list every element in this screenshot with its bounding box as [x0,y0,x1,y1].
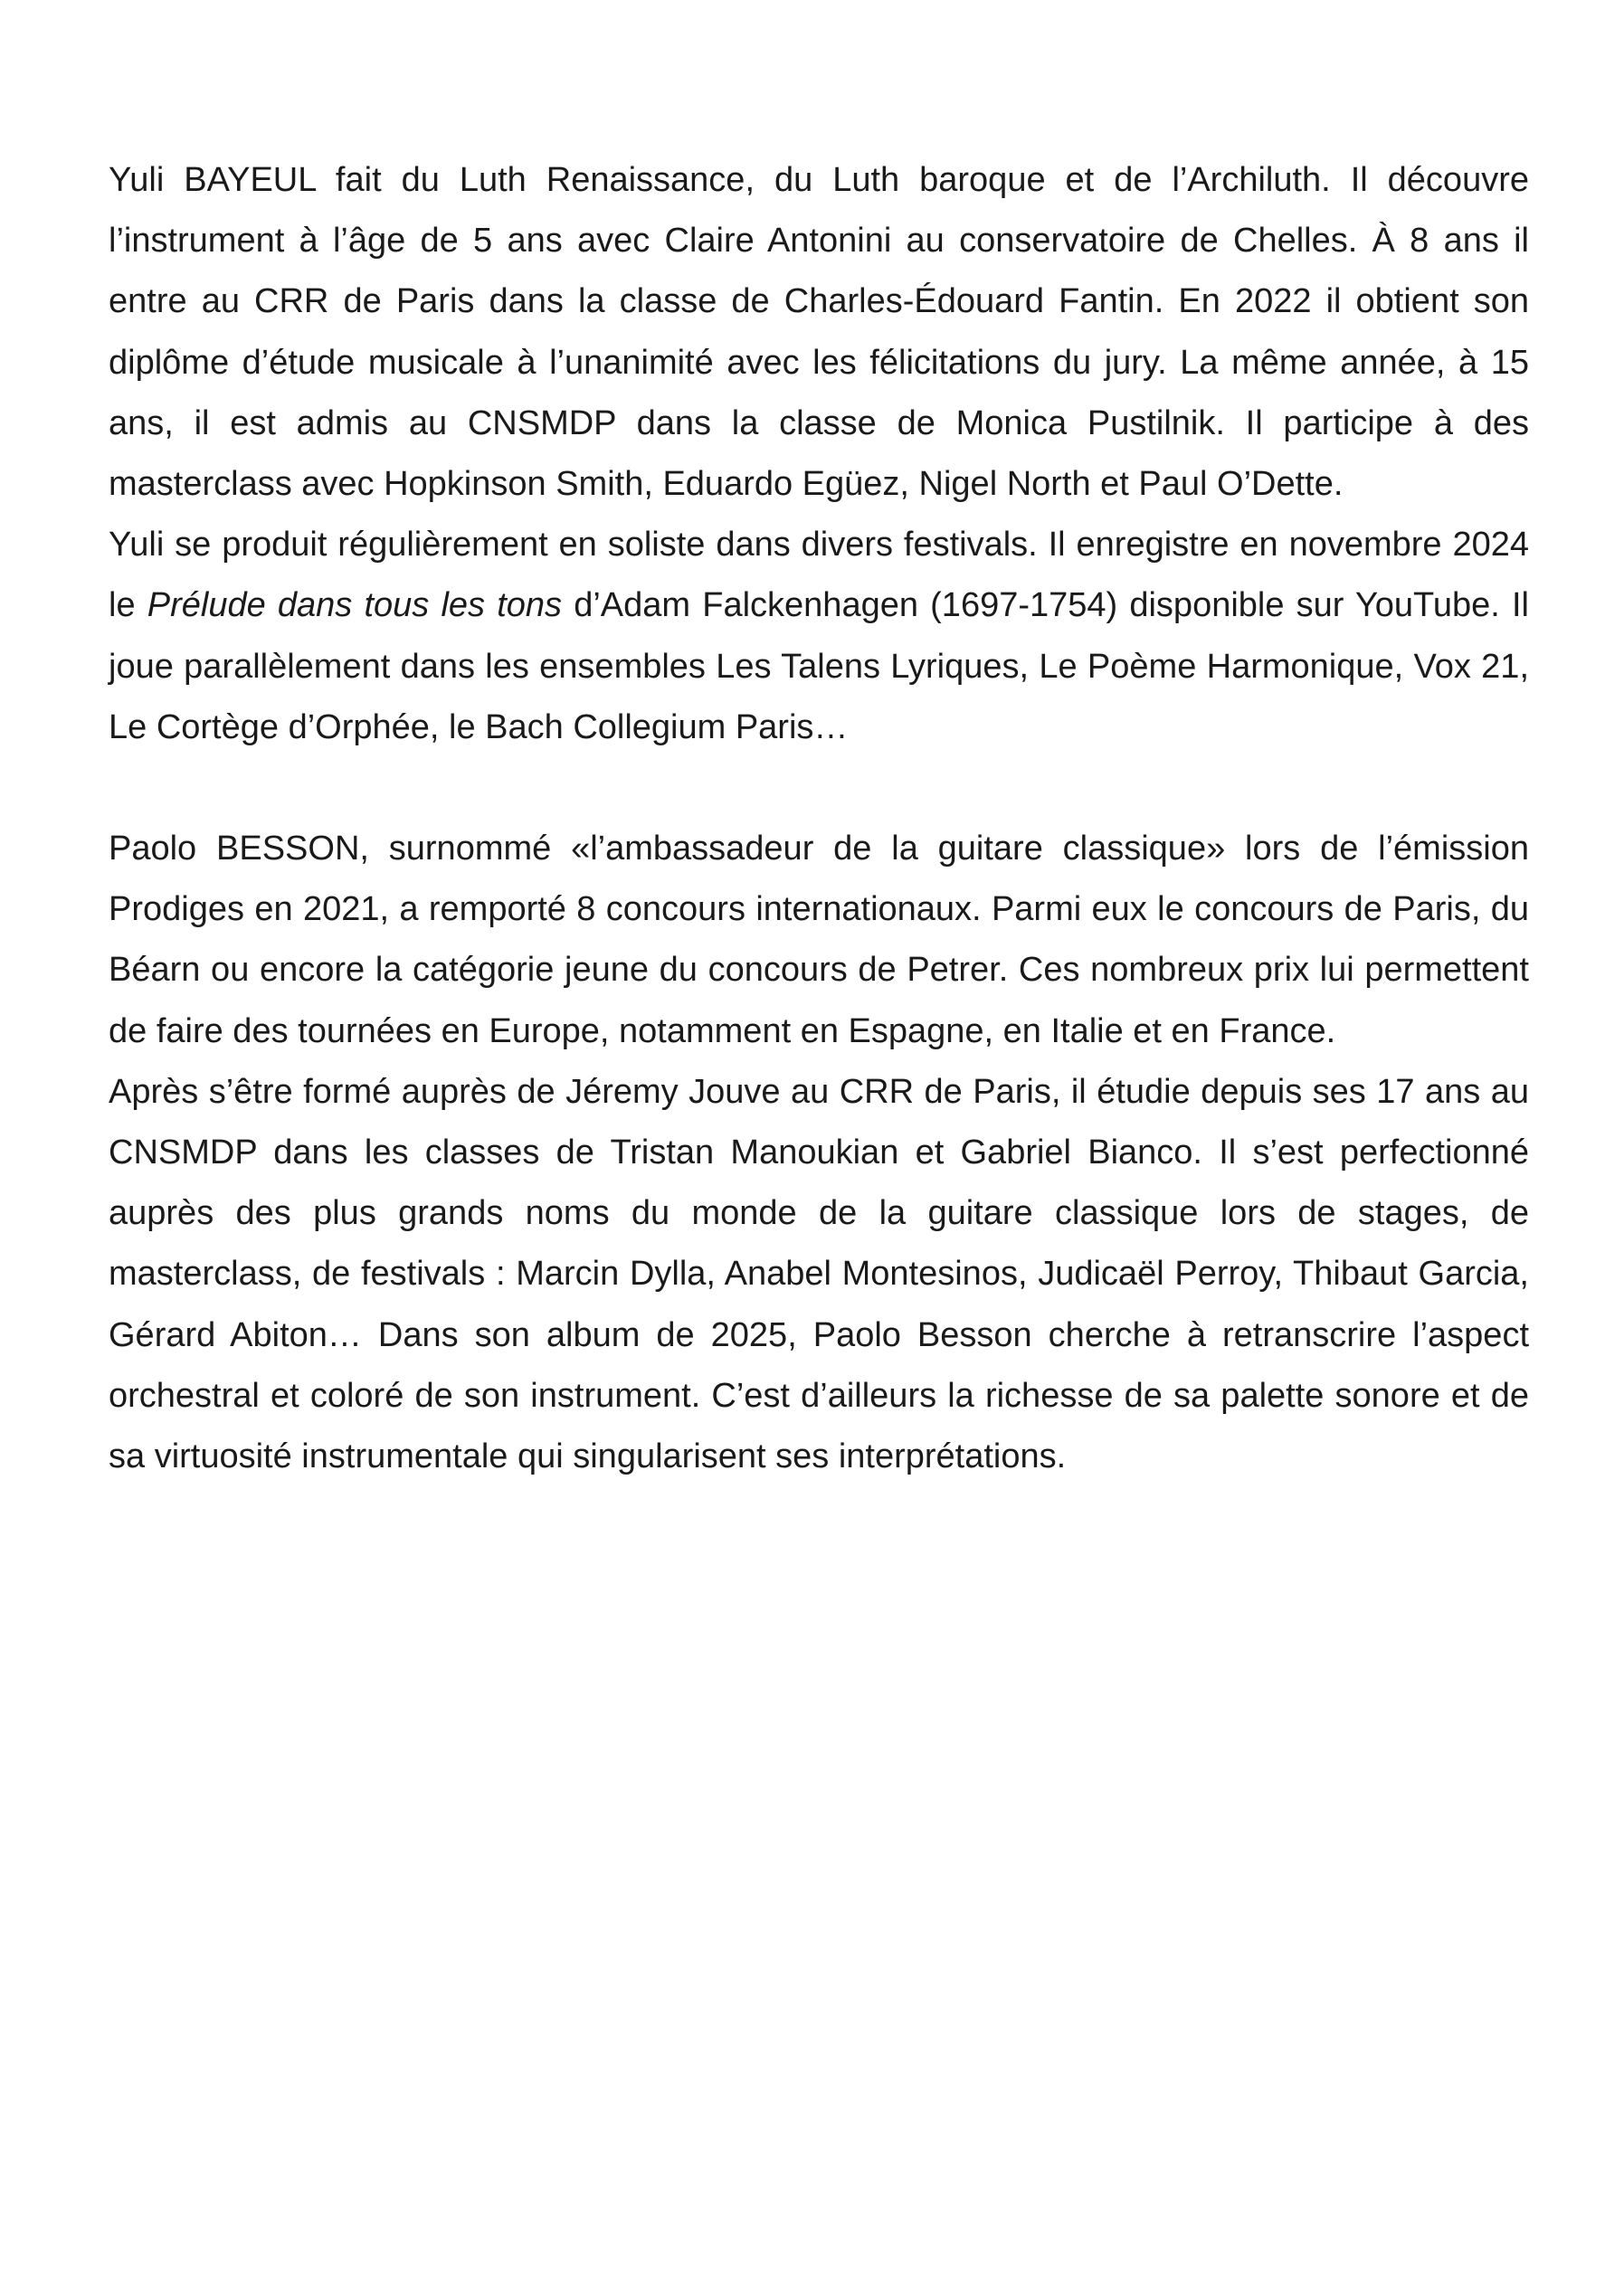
document-body [109,150,1529,1487]
bio-paolo-paragraph-1: Paolo BESSON, surnommé «l’ambassadeur de la guitare classique» lors de l’émission Prodiges en 2021, a remporté 8 concours internationaux. Parmi eux le concours de Paris, du Béarn ou encore la catégorie jeune du concours de Petrer. Ces nombreux prix lui permettent de faire des tournées en Europe, notamment en Espagne, en Italie et en France. [109,830,1529,1050]
bio-yuli-p2-text-after: d’Adam Falckenhagen (1697-1754) disponible sur YouTube. Il joue parallèlement dans les ensembles Les Talens Lyriques, Le Poème Harmonique, Vox 21, Le Cortège d’Orphée, le Bach Collegium Paris… [109,586,1529,746]
bio-paolo-paragraph-2: Après s’être formé auprès de Jéremy Jouve au CRR de Paris, il étudie depuis ses 17 ans au CNSMDP dans les classes de Tristan Manoukian et Gabriel Bianco. Il s’est perfectionné auprès des plus grands noms du monde de la guitare classique lors de stages, de masterclass, de festivals : Marcin Dylla, Anabel Montesinos, Judicaël Perroy, Thibaut Garcia, Gérard Abiton… Dans son album de 2025, Paolo Besson cherche à retranscrire l’aspect orchestral et coloré de son instrument. C’est d’ailleurs la richesse de sa palette sonore et de sa virtuosité instrumentale qui singularisent ses interprétations. [109,1072,1529,1476]
bio-yuli-paragraph-2 [109,515,1529,758]
bio-yuli-paragraph-1: Yuli BAYEUL fait du Luth Renaissance, du Luth baroque et de l’Archiluth. Il découvre l’instrument à l’âge de 5 ans avec Claire Antonini au conservatoire de Chelles. À 8 ans il entre au CRR de Paris dans la classe de Charles-Édouard Fantin. En 2022 il obtient son diplôme d’étude musicale à l’unanimité avec les félicitations du jury. La même année, à 15 ans, il est admis au CNSMDP dans la classe de Monica Pustilnik. Il participe à des masterclass avec Hopkinson Smith, Eduardo Egüez, Nigel North et Paul O’Dette. [109,161,1529,504]
paragraph-spacer [109,758,1529,819]
recording-title: Prélude dans tous les tons [147,586,563,625]
bio-yuli-p2-text-before: Yuli se produit régulièrement en soliste dans divers festivals. Il enregistre en novembre 2024 le [109,526,1529,625]
